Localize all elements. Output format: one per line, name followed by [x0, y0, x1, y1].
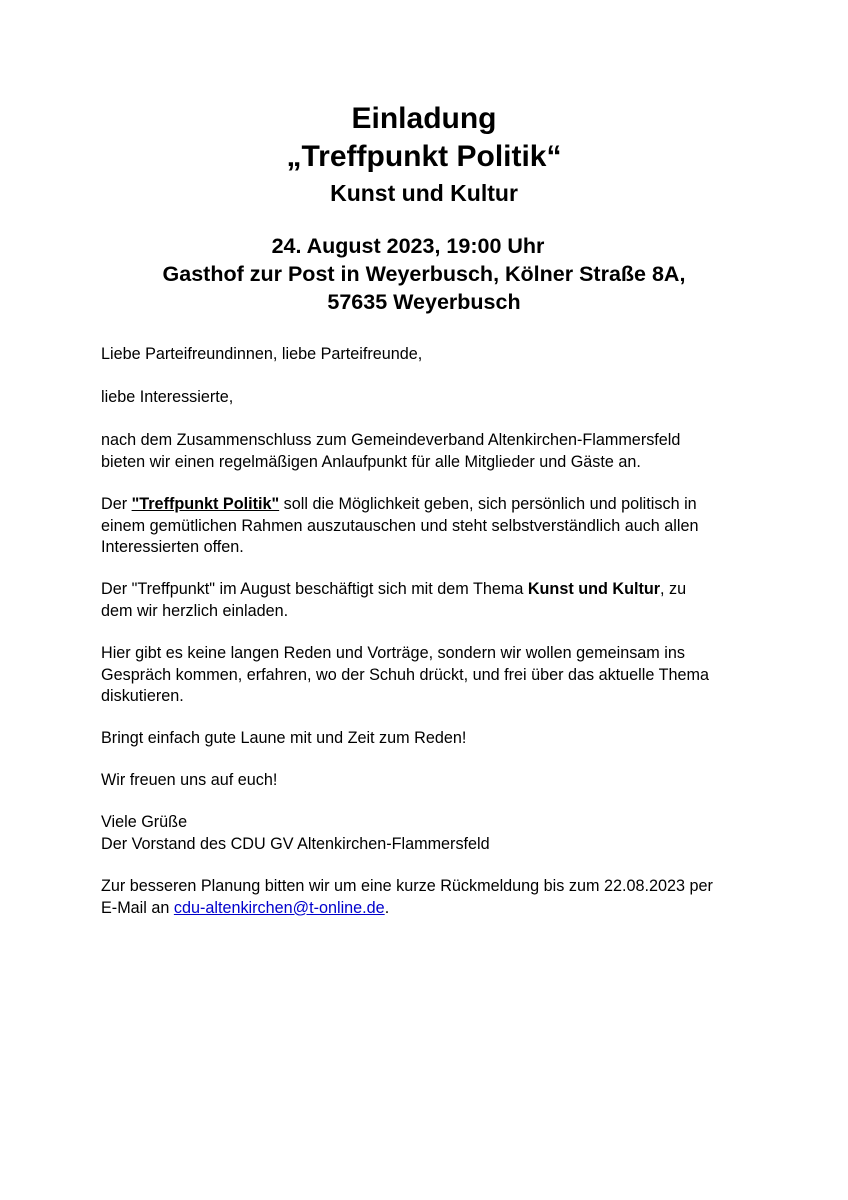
closing: Viele Grüße	[101, 813, 188, 831]
signature: Der Vorstand des CDU GV Altenkirchen-Flammersfeld	[101, 834, 490, 853]
rsvp-paragraph: Zur besseren Planung bitten wir um eine kurze Rückmeldung bis zum 22.08.2023 per E-Mail an cdu-altenkirchen@t-online.de.	[101, 877, 713, 917]
event-venue: Gasthof zur Post in Weyerbusch, Kölner Straße 8A,	[162, 262, 686, 286]
greeting-2: liebe Interessierte,	[101, 388, 234, 406]
treffpunkt-highlight: "Treffpunkt Politik"	[131, 495, 280, 513]
paragraph-mood: Bringt einfach gute Laune mit und Zeit zum Reden!	[101, 729, 467, 747]
paragraph-intro: nach dem Zusammenschluss zum Gemeindeverband Altenkirchen-Flammersfeld bieten wir einen regelmäßigen Anlaufpunkt für alle Mitglieder und Gäste an.	[101, 431, 681, 471]
paragraph-topic: Der "Treffpunkt" im August beschäftigt sich mit dem Thema Kunst und Kultur, zu dem wir herzlich einladen.	[101, 580, 687, 620]
event-name: „Treffpunkt Politik“	[286, 140, 562, 173]
paragraph-purpose: Der "Treffpunkt Politik" soll die Möglichkeit geben, sich persönlich und politisch in einem gemütlichen Rahmen auszutauschen und steht selbstverständlich auch allen Interessierten offen.	[101, 495, 699, 556]
paragraph-looking-forward: Wir freuen uns auf euch!	[101, 771, 278, 789]
topic-highlight: Kunst und Kultur	[527, 580, 661, 598]
event-topic: Kunst und Kultur	[330, 180, 518, 206]
closing-block	[101, 812, 781, 855]
event-datetime: 24. August 2023, 19:00 Uhr	[271, 234, 545, 258]
event-city: 57635 Weyerbusch	[327, 290, 521, 314]
email-link[interactable]: cdu-altenkirchen@t-online.de	[173, 898, 385, 917]
paragraph-format: Hier gibt es keine langen Reden und Vorträge, sondern wir wollen gemeinsam ins Gespräch kommen, erfahren, wo der Schuh drückt, und frei über das aktuelle Thema diskutieren.	[101, 644, 709, 705]
greeting-1: Liebe Parteifreundinnen, liebe Parteifreunde,	[101, 345, 423, 363]
invitation-title: Einladung	[351, 102, 497, 135]
